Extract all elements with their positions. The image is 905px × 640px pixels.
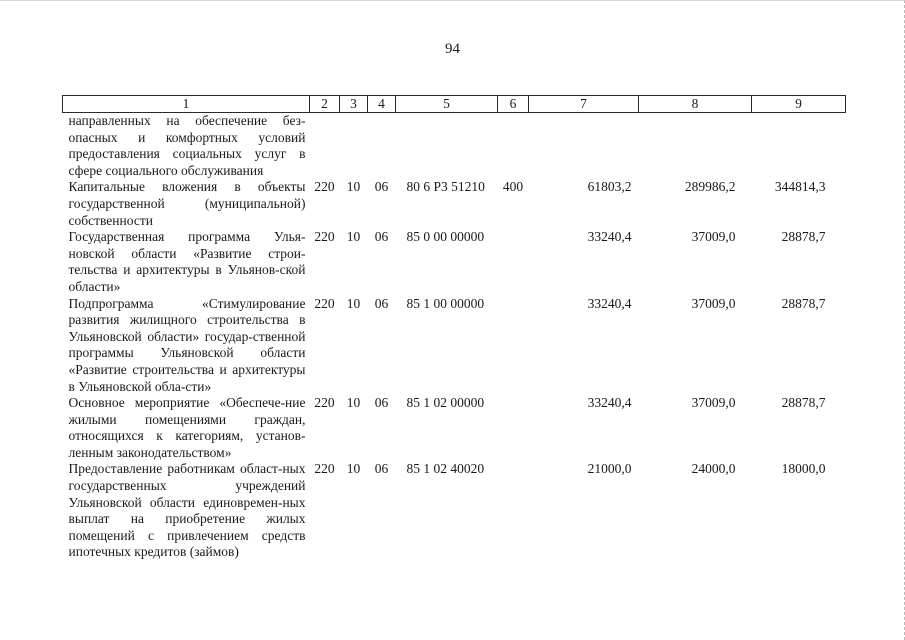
- row-col-5: [396, 113, 498, 180]
- header-col-2: 2: [310, 96, 340, 113]
- header-row: [63, 96, 846, 113]
- row-col-9: 28878,7: [781, 395, 826, 411]
- row-col-7: 61803,2: [587, 179, 632, 195]
- row-col-3: 10: [346, 395, 361, 411]
- row-col-9: [752, 113, 846, 180]
- row-col-8: 24000,0: [691, 461, 736, 477]
- row-col-8: 37009,0: [691, 229, 736, 245]
- row-col-5: 80 6 Р3 51210: [406, 179, 485, 195]
- row-col-2: 220: [314, 229, 335, 245]
- table-row: [63, 229, 846, 295]
- row-col-4: 06: [374, 229, 389, 245]
- table-row: [63, 113, 846, 180]
- header-col-1: 1: [63, 96, 310, 113]
- row-col-7: [529, 113, 639, 180]
- table-row: [63, 461, 846, 561]
- row-col-3: [340, 113, 368, 180]
- row-col-4: 06: [374, 295, 389, 311]
- row-col-6: 400: [502, 179, 524, 195]
- row-col-2: 220: [314, 461, 335, 477]
- row-col-7: 33240,4: [587, 229, 632, 245]
- row-col-3: 10: [346, 461, 361, 477]
- row-col-6: [498, 395, 529, 461]
- row-name: Предоставление работникам област-ных государственных учреждений Ульяновской области единовремен-ных выплат на приобретение жилых помещений с привлечением средств ипотечных кредитов (займов): [68, 461, 306, 560]
- row-col-2: [310, 113, 340, 180]
- row-name: направленных на обеспечение без-опасных и комфортных условий предоставления социальных услуг в сфере социального обслуживания: [68, 113, 306, 178]
- row-col-8: [639, 113, 752, 180]
- header-col-6: 6: [498, 96, 529, 113]
- row-col-4: 06: [374, 179, 389, 195]
- header-col-4: 4: [368, 96, 396, 113]
- row-col-7: 33240,4: [587, 295, 632, 311]
- row-name: Основное мероприятие «Обеспече-ние жилыми помещениями граждан, относящихся к категориям, установ-ленным законодательством»: [68, 395, 306, 460]
- row-col-4: [368, 113, 396, 180]
- row-col-8: 37009,0: [691, 295, 736, 311]
- row-col-9: 18000,0: [781, 461, 826, 477]
- row-col-2: 220: [314, 295, 335, 311]
- row-col-5: 85 0 00 00000: [406, 229, 485, 245]
- table-body: [63, 113, 846, 562]
- table-row: [63, 179, 846, 229]
- table-row: [63, 296, 846, 396]
- row-col-8: 37009,0: [691, 395, 736, 411]
- row-name: Подпрограмма «Стимулирование развития жилищного строительства в Ульяновской области» государ-ственной программы Ульяновской области «Развитие строительства и архитектуры в Ульяновской обла-сти»: [68, 295, 306, 394]
- row-col-2: 220: [314, 179, 335, 195]
- row-name: Капитальные вложения в объекты государственной (муниципальной) собственности: [68, 179, 306, 228]
- row-col-5: 85 1 02 00000: [406, 395, 485, 411]
- row-col-2: 220: [314, 395, 335, 411]
- row-col-5: 85 1 02 40020: [406, 461, 485, 477]
- row-name: Государственная программа Улья-новской области «Развитие строи-тельства и архитектуры в Ульянов-ской области»: [68, 229, 306, 294]
- row-col-3: 10: [346, 179, 361, 195]
- table-row: [63, 395, 846, 461]
- row-col-7: 21000,0: [587, 461, 632, 477]
- row-col-3: 10: [346, 229, 361, 245]
- row-col-9: 344814,3: [774, 179, 826, 195]
- header-col-5: 5: [396, 96, 498, 113]
- row-col-5: 85 1 00 00000: [406, 295, 485, 311]
- page-number: 94: [445, 41, 460, 57]
- row-col-4: 06: [374, 395, 389, 411]
- row-col-9: 28878,7: [781, 295, 826, 311]
- header-col-7: 7: [529, 96, 639, 113]
- header-col-3: 3: [340, 96, 368, 113]
- row-col-8: 289986,2: [684, 179, 736, 195]
- header-col-8: 8: [639, 96, 752, 113]
- row-col-3: 10: [346, 295, 361, 311]
- row-col-9: 28878,7: [781, 229, 826, 245]
- row-col-7: 33240,4: [587, 395, 632, 411]
- row-col-6: [498, 229, 529, 295]
- budget-table: [62, 95, 846, 561]
- row-col-6: [498, 461, 529, 561]
- row-col-6: [498, 113, 529, 180]
- table-header: [63, 96, 846, 113]
- row-col-6: [498, 296, 529, 396]
- row-col-4: 06: [374, 461, 389, 477]
- header-col-9: 9: [752, 96, 846, 113]
